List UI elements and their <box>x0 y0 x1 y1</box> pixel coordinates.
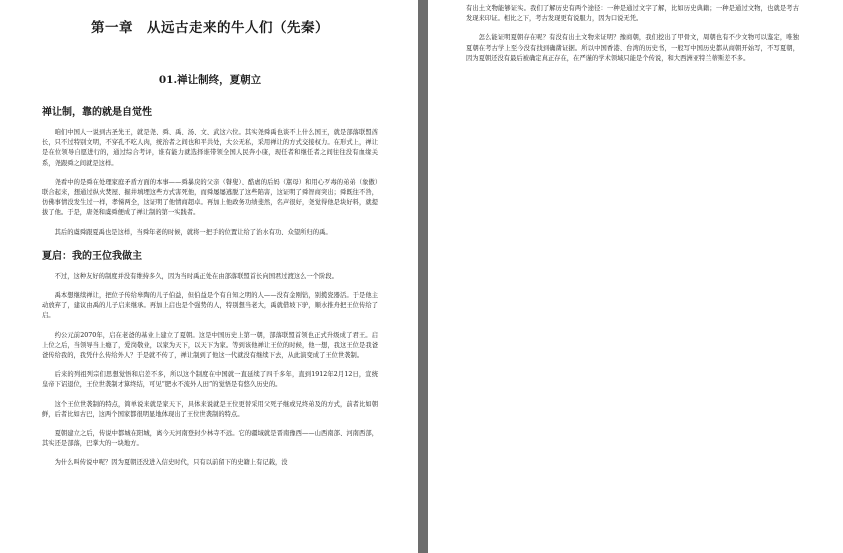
subheading-abdication: 禅让制，靠的就是自觉性 <box>42 107 152 118</box>
section-title: 01.禅让制终，夏朝立 <box>158 74 262 86</box>
page-gutter <box>418 0 428 553</box>
paragraph: 为什么叫传说中呢？因为夏朝还没进入信史时代，只有以前留下的史籍上有记载，没 <box>54 459 288 467</box>
paragraph: 这个王位世袭制的特点，简单说来就是家天下，具体来说就是王位更替采用父死子继或兄终弟及的方式，前者比如朝鲜，后者比如古巴，这两个国家都很明显地体现出了王位世袭制的特点。 <box>42 400 378 418</box>
paragraph: 怎么能证明夏朝存在呢？有没有出土文物来证明？豫商朝，我们挖出了甲骨文，周朝也有不少文物可以鉴定，唯独夏朝在考古学上至今没有找到确凿证据。所以中国香港、台湾的历史书，一般写中国历史都从商朝开始写，不写夏朝，因为夏朝还没有最后被确定真正存在，在严谨的学术领域只能是个传说，和大西洲亚特兰蒂斯差不多。 <box>466 34 799 62</box>
paragraph: 禹本想继续禅让，把位子传给皋陶的儿子伯益，但伯益是个有自知之明的人——没有金刚钻，别揽瓷器活。于是他主动放弃了，建议由禹的儿子启来继承。再加上启也是个强势的人，特别想当老大，禹就借坡下驴，顺水推舟把王位传给了启。 <box>42 292 378 320</box>
paragraph: 其后的虞舜跟夏禹也是这样，当舜年老的时候，就将一把手的位置让给了治水有功、众望所归的禹。 <box>54 228 332 236</box>
paragraph: 不过，这种友好的制度并没有维持多久，因为当时禹正处在由部落联盟首长向国君过渡这么一个阶段。 <box>54 272 338 280</box>
paragraph: 约公元前2070年，启在老爸的基业上建立了夏朝。这是中国历史上第一朝，部落联盟首领也正式升级成了君王。启上位之后，当领导当上瘾了，爱岗敬业，以家为天下，以天下为家。等到该他禅让王位的时候，他一想，我这王位是我爸爸传给我的，我凭什么传给外人？于是就不传了，禅让制到了他这一代就没有继续下去，从此演变成了王位世袭制。 <box>42 331 378 360</box>
subheading-xia-qi: 夏启：我的王位我做主 <box>42 250 142 262</box>
document-page-right <box>428 0 843 553</box>
paragraph-continued: 有出土文物能够证实。我们了解历史有两个途径：一种是通过文字了解，比如历史典籍；一种是通过文物，也就是考古发现来印证。相比之下，考古发现更有说服力，因为口说无凭。 <box>466 5 799 23</box>
paragraph: 后来的列祖列宗们思想觉悟和启差不多，所以这个制度在中国就一直延续了四千多年，直到1912年2月12日，宣统皇帝下诏退位，王位世袭制才算终结，可见“肥水不流外人田”的觉悟是有悠久历史的。 <box>42 371 378 389</box>
document-page-left <box>0 0 418 553</box>
paragraph: 咱们中国人一说到古圣先王，就是尧、舜、禹、汤、文、武这六位。其实尧舜禹也谈不上什么国王，就是部落联盟酋长，只不过特别文明，不穿孔不吃人肉，统治者之间也和平共处，大公无私，采用禅让的方式交接权力。在形式上，禅让是在位领导自愿进行的，通过综合考评，谁有能力就选择谁带领全国人民奔小康，现任者和继任者之间往往没有血缘关系，尧跟舜之间就是这样。 <box>42 129 378 167</box>
chapter-title: 第一章 从远古走来的牛人们（先秦） <box>91 20 329 36</box>
paragraph: 尧看中的是舜在处理家庭矛盾方面的本事——舜暴戾的父亲（瞽叟）、酷虐的后妈（嚚母）和用心歹毒的弟弟（象傲）联合起来，想通过纵火焚屋、掘井填埋这些方式害死他，而舜屡屡逃脱了这些陷害，这证明了舜智商突出；舜既往不咎，仿佛事情没发生过一样，孝悌两全，这证明了他情商超卓。再加上他政务功绩斐然，名声很好，尧觉得他是块好料，就提拔了他。于是，唐尧和虞舜便成了禅让制的第一实践者。 <box>42 178 378 217</box>
paragraph: 夏朝建立之后，传说中都城在阳城，离今天河南登封少林寺不远。它的疆域就是晋南豫西——山西南部、河南西部，其实还是部落，巴掌大的一块地方。 <box>42 430 378 448</box>
